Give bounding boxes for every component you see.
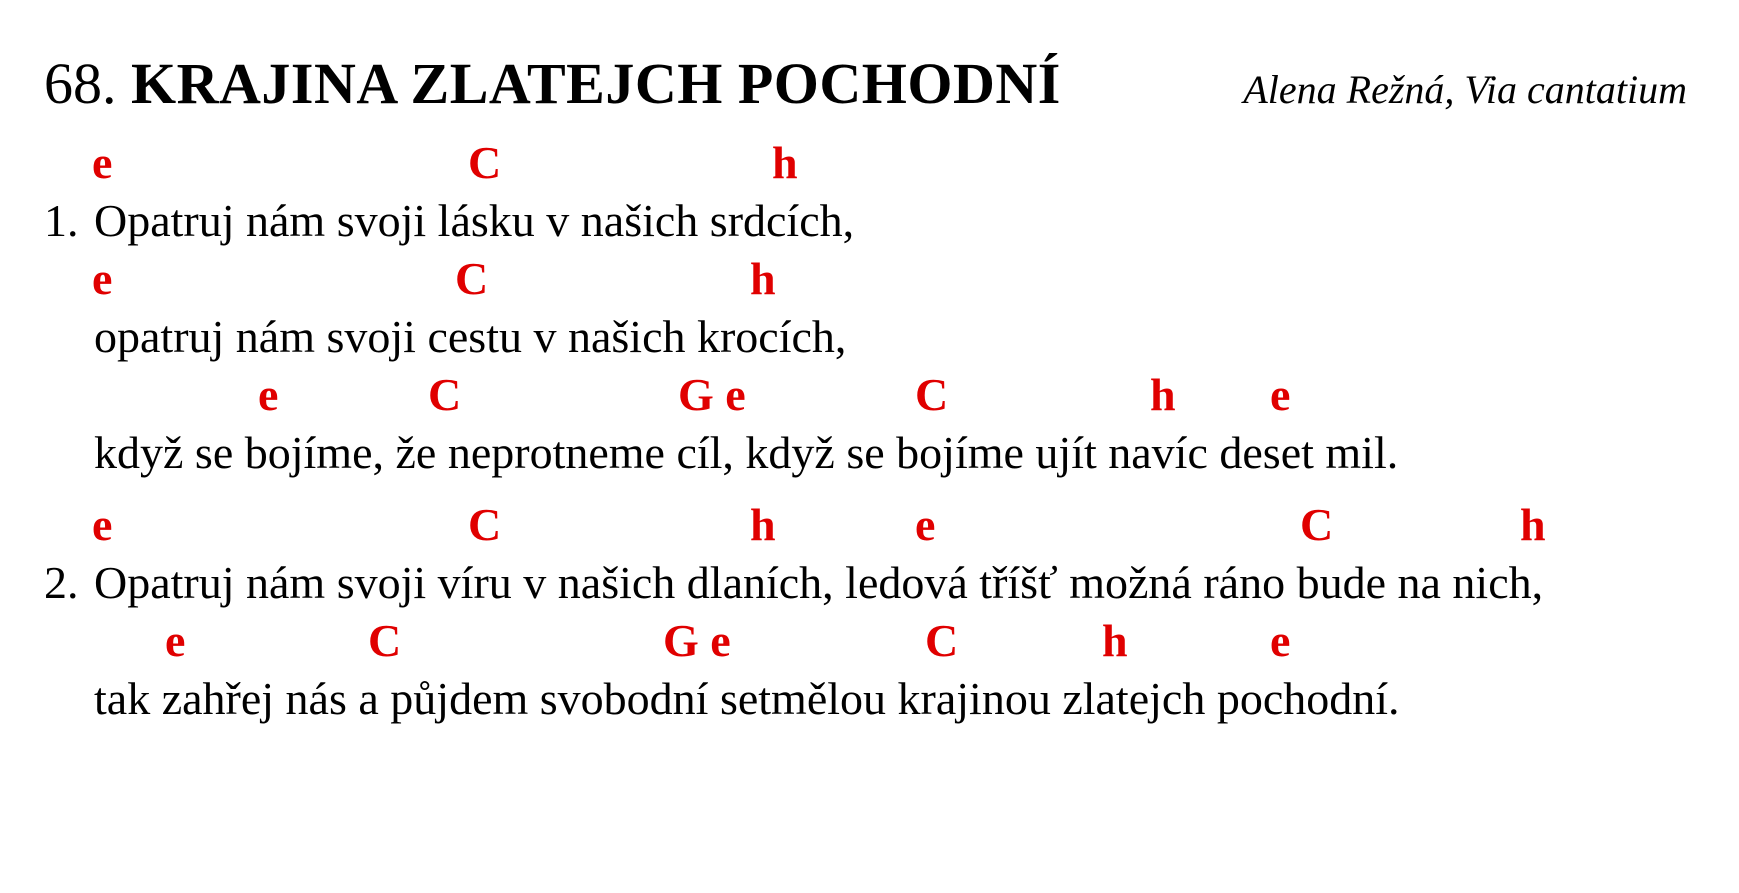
- chord: C: [1300, 499, 1334, 550]
- chord: C: [468, 499, 502, 550]
- chord: C: [368, 615, 402, 666]
- chord: e: [165, 615, 186, 666]
- lyric-line: [0, 424, 1739, 482]
- chord-line: [0, 496, 1739, 554]
- chord: C: [455, 253, 489, 304]
- song-author: Alena Režná, Via cantatium: [1243, 67, 1687, 112]
- chord: h: [1150, 369, 1176, 420]
- chord: C: [468, 137, 502, 188]
- lyric-text: Opatruj nám svoji víru v našich dlaních, ledová tříšť možná ráno bude na nich,: [94, 557, 1544, 608]
- lyric-text: Opatruj nám svoji lásku v našich srdcích,: [94, 195, 855, 246]
- chord: h: [750, 499, 776, 550]
- chord: e: [92, 253, 113, 304]
- chord: e: [1270, 369, 1291, 420]
- chord: h: [1102, 615, 1128, 666]
- chord: h: [1520, 499, 1546, 550]
- verse-number: 1.: [44, 195, 79, 246]
- lyric-text: tak zahřej nás a půjdem svobodní setmělou krajinou zlatejch pochodní.: [94, 673, 1400, 724]
- lyric-line: [0, 308, 1739, 366]
- chord: G e: [678, 369, 746, 420]
- chord: e: [258, 369, 279, 420]
- song-number: 68.: [44, 51, 117, 116]
- lyric-text: když se bojíme, že neprotneme cíl, když se bojíme ujít navíc deset mil.: [94, 427, 1399, 478]
- verse-1: [0, 134, 1739, 482]
- chord-line: [0, 134, 1739, 192]
- lyric-line: [0, 192, 1739, 250]
- song-title: KRAJINA ZLATEJCH POCHODNÍ: [131, 51, 1061, 116]
- chord-line: [0, 612, 1739, 670]
- chord: G e: [663, 615, 731, 666]
- lyric-line: [0, 670, 1739, 728]
- chord: C: [428, 369, 462, 420]
- chord: h: [772, 137, 798, 188]
- chord: e: [92, 499, 113, 550]
- chord-line: [0, 366, 1739, 424]
- chord: C: [925, 615, 959, 666]
- chord: C: [915, 369, 949, 420]
- chord: e: [92, 137, 113, 188]
- chord-line: [0, 250, 1739, 308]
- song-heading: [44, 52, 1061, 116]
- verse-number: 2.: [44, 557, 79, 608]
- lyric-line: [0, 554, 1739, 612]
- chord: e: [915, 499, 936, 550]
- chord: h: [750, 253, 776, 304]
- verse-2: [0, 496, 1739, 728]
- chord: e: [1270, 615, 1291, 666]
- lyric-text: opatruj nám svoji cestu v našich krocích,: [94, 311, 847, 362]
